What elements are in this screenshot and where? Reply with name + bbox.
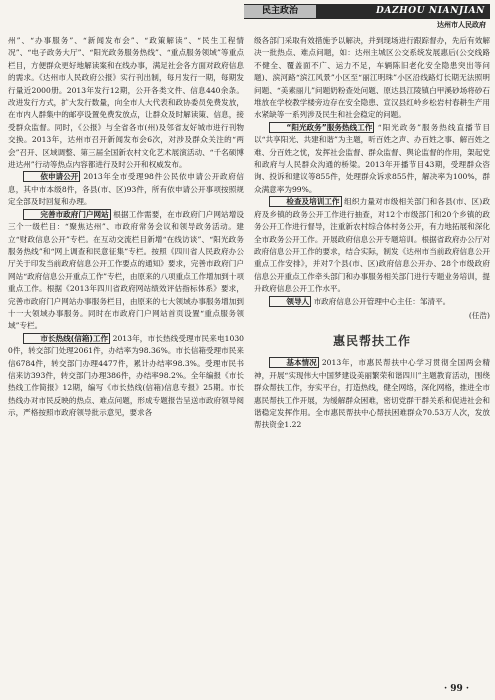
- topic-label: 完善市政府门户网站: [23, 209, 111, 220]
- header-subtitle: 达州市人民政府: [437, 21, 486, 29]
- topic-label: 市长热线(信箱)工作: [23, 333, 110, 344]
- paragraph-sunshine-hotline: “阳光政务”服务热线工作 “阳光政务”服务热线直播节目以“共享阳光、共建和谐”为主题，听百姓之声、办百姓之事、解百姓之难、分百姓之忧，发挥社会监督、群众监督、舆论监督的作用，架起党和政府与人民群众沟通的桥梁。2013年开播节目43期，受理群众咨询、投诉和建议等855件，处理群众诉求855件，解决率为100%，群众满意率为99%。: [254, 122, 491, 194]
- paragraph-portal-website: 完善市政府门户网站 根据工作需要，在市政府门户网站增设三个一级栏目：“聚焦达州”、市政府常务会议和领导政务活动。建立“财政信息公开”专栏。在互动交流栏目新增“在线访谈”、“阳光政务服务热线”和“网上调查和民意征集”专栏。按照《四川省人民政府办公厅关于印发当前政府信息公开工作要点的通知》要求，完善市政府门户网站“政府信息公开重点工作”专栏，由原来的八项重点工作增加到十项重点工作。根据《2013年四川省政府网站绩效评估指标体系》要求，完善市政府门户网站办事服务栏目，由原来的七大领域办事服务增加到十一大领域办事服务。同时在市政府门户网站首页设置“重点服务领域”专栏。: [8, 209, 245, 331]
- topic-label: “阳光政务”服务热线工作: [269, 122, 374, 133]
- section-tab: 民主政治: [244, 5, 316, 18]
- topic-label: 基本情况: [269, 357, 319, 368]
- magazine-title: DAZHOU NIANJIAN: [376, 6, 486, 16]
- paragraph-inspection-training: 检查及培训工作 组织力量对市级相关部门和各县(市、区)政府及乡镇的政务公开工作进行抽查，对12个市级部门和20个乡镇的政务公开工作进行督导，注重新农村综合体村务公开，有力地拓展和深化全市政务公开工作。开展政府信息公开专题培训。根据省政府办公厅对政府信息公开工作的要求，结合实际，制发《达州市当前政府信息公开重点工作安排》，并对7个县(市、区)政府信息公开办、28个市级政府信息公开重点工作牵头部门和办事服务相关部门进行专题业务培训，提升政府信息公开工作水平。: [254, 197, 490, 294]
- section-title: 惠民帮扶工作: [332, 334, 411, 349]
- page-number: · 99 ·: [444, 684, 470, 694]
- paragraph-mayor-hotline: 市长热线(信箱)工作 2013年，市长热线受理市民来电10300件，转交部门处理2061件，办结率为98.36%。市长信箱受理市民来信6784件，转交部门办理4477件，累计办结率98.3%。受理市民书信来访393件，转交部门办理386件，办结率98.2%。全年编报《市长热线工作简报》12期，编写《市长热线(信箱)信息专报》25期。市长热线办对市民反映的热点、难点问题，形成专题报告呈送市政府领导阅示，严格按照市政府领导批示意见，要求各: [8, 333, 244, 418]
- paragraph-continued: 级各部门采取有效措施予以解决，并到现场进行跟踪督办，先后有效解决一批热点、难点问题，如：达州主城区公交系统发展惠后(公交线路不健全、覆盖面不广、运力不足，车辆陈旧老化安全隐患突出等问题)、滨河路“滨江风景”小区至“丽江明珠”小区沿线路灯长期无法照明问题、“美素丽儿”问题奶粉查处问题、原达县江陵镇白甲溪砂场将砂石堆放在学校教学楼旁边存在安全隐患、宣汉县红岭乡松岩村春耕生产用水紧缺等一系列涉及民生和社会稳定的问题。: [254, 36, 490, 120]
- paragraph-apply-disclosure: 依申请公开 2013年全市受理98件公民依申请公开政府信息，其中市本级8件，各县(市、区)93件，所有依申请公开事项按照规定全部及时回复和办理。: [8, 172, 244, 207]
- author-signature: (任浩): [468, 310, 490, 320]
- paragraph-continued: 州”、“办事服务”、“新闻发布会”、“政策解读”、“民生工程情况”、“电子政务大厅”、“阳光政务服务热线”、“重点服务领域”等重点栏目，方便群众更好地解读案和在线办事，满足社会各方面对政府信息的需求。《达州市人民政府公报》实行刊出制，每月发行一期，每期发行量近2000册。2013年发行12期，公开各类文件、信息440余条。改进发行方式，扩大发行数量，向全市人大代表和政协委员免费发放，在市内人群集中的邮亭设置免费发放点，让群众及时解读策、信息，接受群众监督。同时，《公报》与全省各市(州)及邻省友好城市进行刊物交换。2013年，达州市召开新闻发布会6次，对涉及群众关注的“两会”召开、区域调整、第三届全国新农村文化艺术展演活动、“千名硕博进达州”行动等热点内容都进行及时公开和权威发布。: [8, 36, 244, 170]
- topic-label: 检查及培训工作: [269, 196, 341, 207]
- left-column: [8, 35, 244, 420]
- paragraph-basic-situation: 基本情况 2013年，市惠民帮扶中心学习贯彻全国两会精神，开展“实现伟大中国梦建设美丽繁荣和谐四川”主题教育活动，围绕群众帮扶工作，夯实平台，打造热线，健全网络，深化网格，推进全市惠民帮扶工作开展，为缓解群众困难，密切党群干群关系和促进社会和谐稳定发挥作用。全市惠民帮扶中心帮扶困难群众70.53万人次，发放帮扶资金1.22: [254, 358, 490, 430]
- right-column: [254, 35, 490, 432]
- running-header: [244, 4, 490, 34]
- topic-label: 领导人: [269, 296, 311, 307]
- topic-label: 依申请公开: [23, 171, 80, 182]
- paragraph-leader: 领导人 市政府信息公开管理中心主任：邹清平。: [254, 296, 490, 308]
